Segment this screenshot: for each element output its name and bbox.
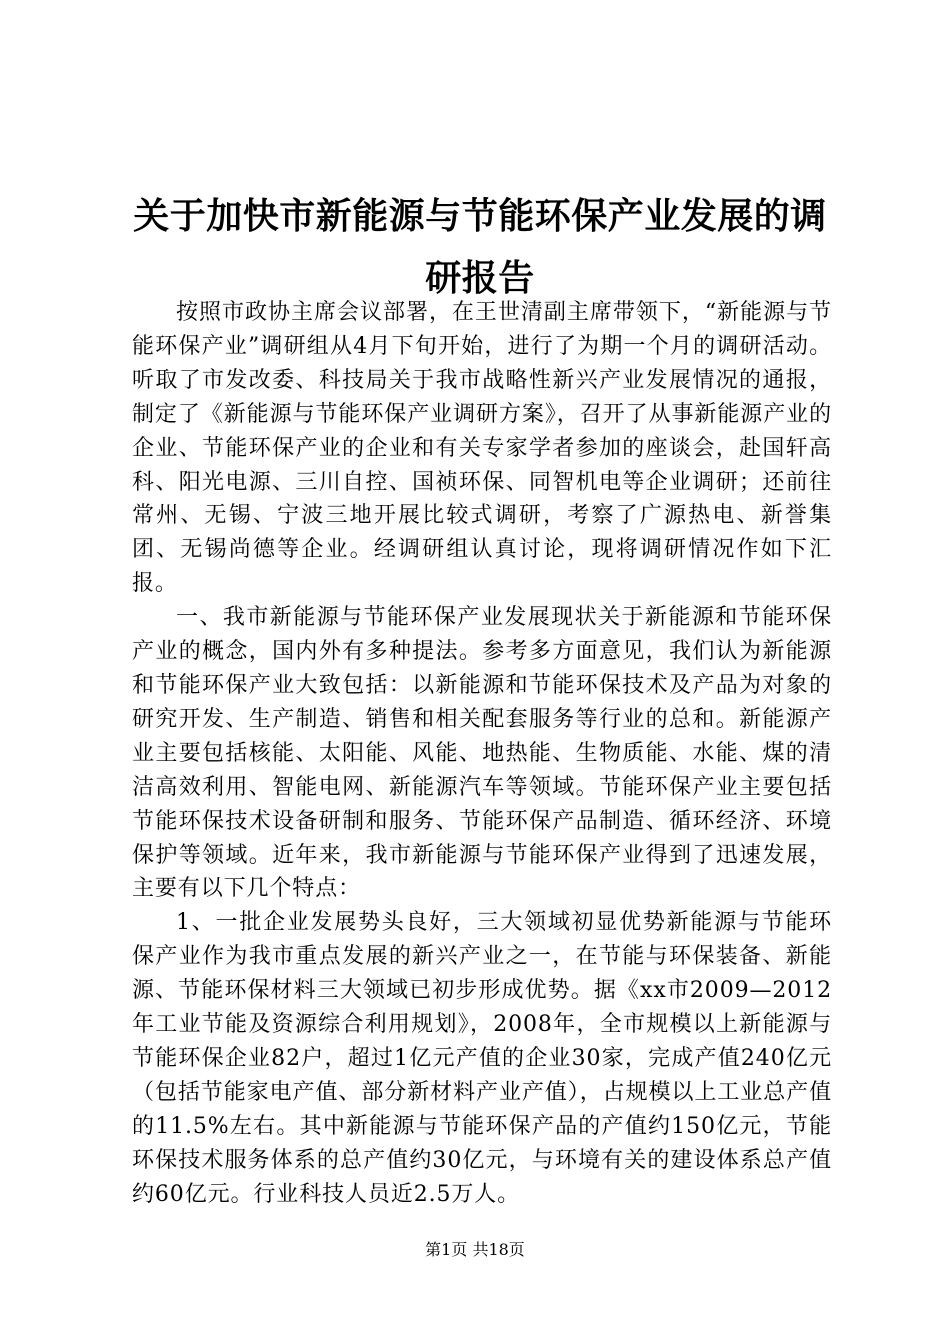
paragraph-point-1: 1、一批企业发展势头良好，三大领域初显优势新能源与节能环保产业作为我市重点发展的新兴产业之一，在节能与环保装备、新能源、节能环保材料三大领域已初步形成优势。据《xx市2009—2012年工业节能及资源综合利用规划》，2008年，全市规模以上新能源与节能环保企业82户，超过1亿元产值的企业30家，完成产值240亿元（包括节能家电产值、部分新材料产业产值），占规模以上工业总产值的11.5%左右。其中新能源与节能环保产品的产值约150亿元，节能环保技术服务体系的总产值约30亿元，与环境有关的建设体系总产值约60亿元。行业科技人员近2.5万人。 [132, 910, 832, 1207]
page-number-footer: 第1页 共18页 [425, 1240, 525, 1259]
document-body [132, 296, 832, 1211]
document-title: 关于加快市新能源与节能环保产业发展的调研报告 [133, 196, 827, 299]
paragraph-section-1: 一、我市新能源与节能环保产业发展现状关于新能源和节能环保产业的概念，国内外有多种提法。参考多方面意见，我们认为新能源和节能环保产业大致包括：以新能源和节能环保技术及产品为对象的研究开发、生产制造、销售和相关配套服务等行业的总和。新能源产业主要包括核能、太阳能、风能、地热能、生物质能、水能、煤的清洁高效利用、智能电网、新能源汽车等领域。节能环保产业主要包括节能环保技术设备研制和服务、节能环保产品制造、循环经济、环境保护等领域。近年来，我市新能源与节能环保产业得到了迅速发展，主要有以下几个特点： [132, 605, 832, 902]
paragraph-intro: 按照市政协主席会议部署，在王世清副主席带领下，“新能源与节能环保产业”调研组从4月下旬开始，进行了为期一个月的调研活动。听取了市发改委、科技局关于我市战略性新兴产业发展情况的通报，制定了《新能源与节能环保产业调研方案》，召开了从事新能源产业的企业、节能环保产业的企业和有关专家学者参加的座谈会，赴国轩高科、阳光电源、三川自控、国祯环保、同智机电等企业调研；还前往常州、无锡、宁波三地开展比较式调研，考察了广源热电、新誉集团、无锡尚德等企业。经调研组认真讨论，现将调研情况作如下汇报。 [132, 300, 832, 597]
